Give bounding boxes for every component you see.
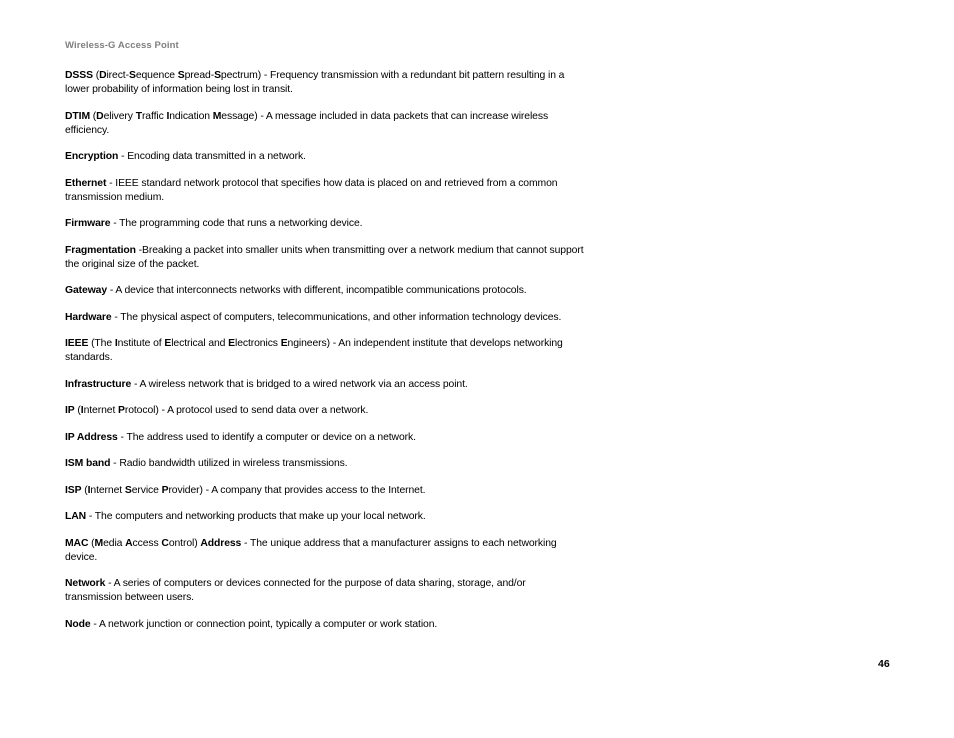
term-text: E: [228, 338, 235, 349]
term-text: Gateway: [65, 285, 108, 296]
definition-text: - A device that interconnects networks with different, incompatible communications protocols.: [107, 285, 527, 296]
term-text: M: [212, 110, 222, 122]
definition-text: raffic: [141, 110, 167, 122]
glossary-entry-fragmentation: [65, 244, 585, 272]
definition-text: -Breaking a packet into smaller units when transmitting over a network medium that cannot support the original size of the packet.: [65, 244, 584, 270]
glossary-entry-dsss: [65, 69, 585, 97]
definition-text: nstitute of: [117, 338, 165, 349]
definition-text: - A series of computers or devices connected for the purpose of data sharing, storage, and/or transmission between users.: [65, 578, 526, 603]
glossary-entry-ethernet: [65, 177, 585, 205]
term-text: Firmware: [65, 218, 111, 229]
definition-text: rotocol) - A protocol used to send data over a network.: [124, 405, 369, 416]
definition-text: - The unique address that a manufacturer assigns to each networking device.: [65, 537, 557, 563]
term-text: M: [94, 537, 104, 549]
definition-text: (: [81, 484, 88, 496]
term-text: DSSS: [65, 70, 93, 81]
term-text: S: [177, 70, 185, 81]
definition-text: nternet: [90, 484, 125, 496]
definition-text: ngineers) - An independent institute that develops networking standards.: [65, 338, 563, 363]
glossary-entry-ip-address: [65, 431, 585, 445]
glossary-entry-ieee: [65, 337, 585, 365]
definition-text: ccess: [132, 537, 162, 549]
term-text: E: [280, 338, 288, 349]
term-text: IP: [65, 405, 75, 416]
glossary-entry-lan: [65, 510, 585, 524]
definition-text: essage) - A message included in data packets that can increase wireless efficiency.: [65, 110, 549, 136]
running-header: Wireless-G Access Point: [65, 40, 179, 51]
term-text: I: [166, 110, 170, 122]
term-text: C: [161, 537, 169, 549]
term-text: Infrastructure: [65, 378, 132, 390]
definition-text: pread-: [184, 70, 215, 81]
term-text: Fragmentation: [65, 244, 136, 256]
term-text: DTIM: [65, 110, 90, 122]
glossary-entry-gateway: [65, 284, 585, 298]
glossary-entry-encryption: [65, 150, 585, 164]
definition-text: - Encoding data transmitted in a network.: [118, 151, 306, 162]
term-text: D: [99, 70, 107, 81]
page-number: 46: [878, 658, 890, 670]
term-text: ISM band: [65, 458, 111, 469]
definition-text: ndication: [169, 110, 213, 122]
term-text: Address: [200, 537, 242, 549]
definition-text: - The programming code that runs a networking device.: [110, 218, 363, 229]
definition-text: ervice: [131, 484, 162, 496]
definition-text: rovider) - A company that provides access to the Internet.: [168, 484, 426, 496]
term-text: Node: [65, 618, 91, 630]
definition-text: - IEEE standard network protocol that specifies how data is placed on and retrieved from a common transmission medium.: [65, 177, 558, 203]
definition-text: - The computers and networking products that make up your local network.: [86, 511, 426, 522]
term-text: LAN: [65, 511, 87, 522]
definition-text: - The address used to identify a computer or device on a network.: [117, 431, 416, 443]
term-text: Hardware: [65, 311, 112, 323]
glossary-entry-dtim: [65, 110, 585, 138]
glossary-entry-ip: [65, 404, 585, 418]
glossary-entry-infrastructure: [65, 378, 585, 392]
definition-text: edia: [103, 537, 126, 549]
glossary-entry-node: [65, 618, 585, 632]
glossary-entry-network: [65, 577, 585, 605]
glossary-entry-isp: [65, 484, 585, 498]
term-text: ISP: [65, 484, 82, 496]
term-text: S: [128, 70, 136, 81]
term-text: Encryption: [65, 151, 119, 162]
glossary-list: [65, 69, 585, 644]
definition-text: lectronics: [235, 338, 281, 349]
term-text: IP Address: [65, 431, 118, 443]
term-text: I: [80, 405, 84, 416]
definition-text: (: [88, 537, 95, 549]
definition-text: pectrum) - Frequency transmission with a redundant bit pattern resulting in a lower probability of information being lost in transit.: [65, 70, 565, 95]
definition-text: ontrol): [168, 537, 201, 549]
term-text: T: [135, 110, 142, 122]
term-text: D: [96, 110, 104, 122]
definition-text: - A wireless network that is bridged to a wired network via an access point.: [131, 378, 468, 390]
definition-text: irect-: [106, 70, 129, 81]
glossary-entry-firmware: [65, 217, 585, 231]
definition-text: (: [90, 110, 97, 122]
term-text: MAC: [65, 537, 89, 549]
definition-text: (: [92, 70, 100, 81]
term-text: A: [125, 537, 133, 549]
glossary-entry-ism-band: [65, 457, 585, 471]
glossary-entry-mac-address: [65, 537, 585, 565]
definition-text: lectrical and: [171, 338, 229, 349]
definition-text: nternet: [83, 405, 119, 416]
definition-text: - The physical aspect of computers, telecommunications, and other information technology devices.: [111, 311, 562, 323]
term-text: S: [214, 70, 221, 81]
term-text: Network: [65, 578, 106, 589]
term-text: P: [118, 405, 125, 416]
term-text: P: [161, 484, 169, 496]
definition-text: equence: [135, 70, 178, 81]
definition-text: - Radio bandwidth utilized in wireless transmissions.: [110, 458, 348, 469]
term-text: E: [164, 338, 172, 349]
glossary-entry-hardware: [65, 311, 585, 325]
term-text: Ethernet: [65, 177, 107, 189]
term-text: S: [124, 484, 132, 496]
definition-text: (: [74, 405, 81, 416]
term-text: I: [114, 338, 118, 349]
definition-text: elivery: [103, 110, 136, 122]
term-text: IEEE: [65, 338, 89, 349]
definition-text: - A network junction or connection point, typically a computer or work station.: [90, 618, 438, 630]
definition-text: (The: [88, 338, 115, 349]
term-text: I: [87, 484, 91, 496]
